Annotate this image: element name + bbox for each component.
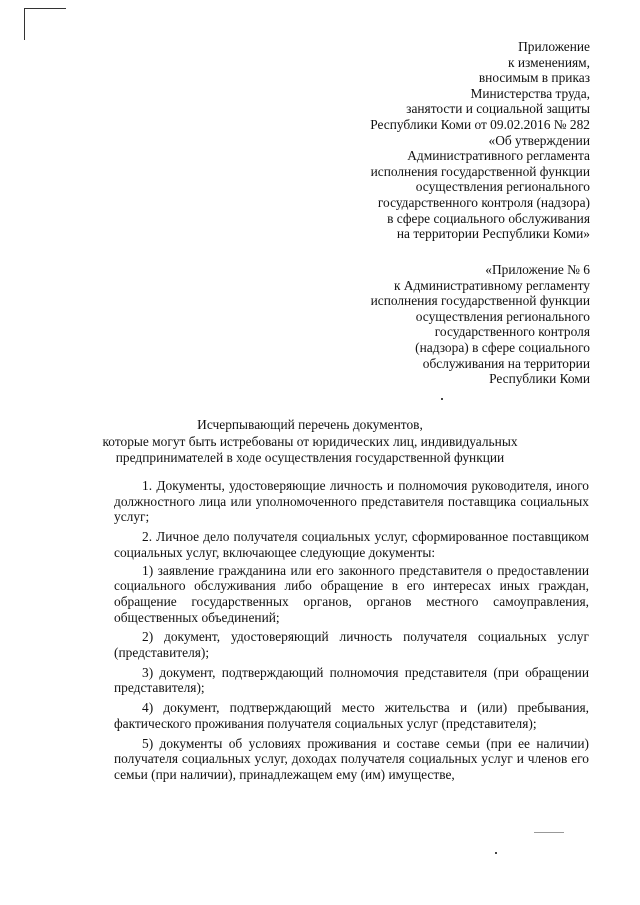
body-subitem-5: 5) документы об условиях проживания и составе семьи (при ее наличии) получателя социальных услуг, доходах получателя социальных услуг и членов его семьи (при наличии), принадлежащем ему (им) имуществе,	[114, 735, 589, 782]
appendix-line: Министерства труда,	[470, 85, 590, 101]
annex6-line: обслуживания на территории	[422, 355, 590, 371]
title-line: предпринимателей в ходе осуществления государственной функции	[115, 450, 505, 465]
annex6-line: государственного контроля	[434, 324, 590, 340]
scan-corner-mark-horizontal	[24, 8, 66, 9]
title-line: Исчерпывающий перечень документов,	[197, 417, 423, 432]
body-subitem-3: 3) документ, подтверждающий полномочия представителя (при обращении представителя);	[114, 664, 589, 696]
document-body	[114, 478, 589, 787]
annex6-line: «Приложение № 6	[485, 262, 590, 277]
scan-artifact-line	[534, 832, 564, 833]
appendix-line: осуществления регионального	[415, 179, 590, 195]
appendix-heading	[370, 39, 590, 242]
scan-speck	[441, 398, 443, 400]
annex6-line: Республики Коми	[489, 371, 590, 387]
body-paragraph-2: 2. Личное дело получателя социальных услуг, сформированное поставщиком социальных услуг, включающее следующие документы:	[114, 529, 589, 560]
annex6-line: исполнения государственной функции	[370, 293, 590, 309]
body-paragraph-1: 1. Документы, удостоверяющие личность и полномочия руководителя, иного должностного лица или уполномоченного представителя поставщика социальных услуг;	[114, 478, 589, 525]
appendix-line: на территории Республики Коми»	[396, 226, 590, 242]
appendix-line: государственного контроля (надзора)	[377, 194, 590, 210]
appendix-line: Административного регламента	[407, 148, 590, 164]
appendix-line: «Об утверждении	[488, 132, 590, 148]
body-subitem-1: 1) заявление гражданина или его законного представителя о предоставлении социального обслуживания либо обращение в его интересах иных граждан, обращение государственных органов, органов местного самоуправления, общественных объединений;	[114, 562, 589, 625]
appendix-line: вносимым в приказ	[478, 70, 590, 86]
annex6-line: осуществления регионального	[415, 308, 590, 324]
appendix-line: исполнения государственной функции	[370, 163, 590, 179]
annex6-line: (надзора) в сфере социального	[415, 339, 590, 355]
scan-speck	[495, 852, 497, 854]
appendix-line: Приложение	[518, 39, 590, 54]
body-subitem-4: 4) документ, подтверждающий место жительства и (или) пребывания, фактического проживания получателя социальных услуг (представителя);	[114, 700, 589, 731]
appendix-line: занятости и социальной защиты	[406, 101, 590, 117]
appendix-line: к изменениям,	[508, 54, 590, 70]
annex6-line: к Административному регламенту	[393, 277, 590, 293]
body-subitem-2: 2) документ, удостоверяющий личность получателя социальных услуг (представителя);	[114, 629, 589, 661]
document-title	[90, 417, 530, 467]
annex6-heading	[371, 262, 590, 387]
appendix-line: в сфере социального обслуживания	[387, 210, 590, 226]
title-line: которые могут быть истребованы от юридических лиц, индивидуальных	[102, 433, 518, 449]
scan-corner-mark-vertical	[24, 8, 25, 40]
appendix-line: Республики Коми от 09.02.2016 № 282	[370, 116, 590, 132]
